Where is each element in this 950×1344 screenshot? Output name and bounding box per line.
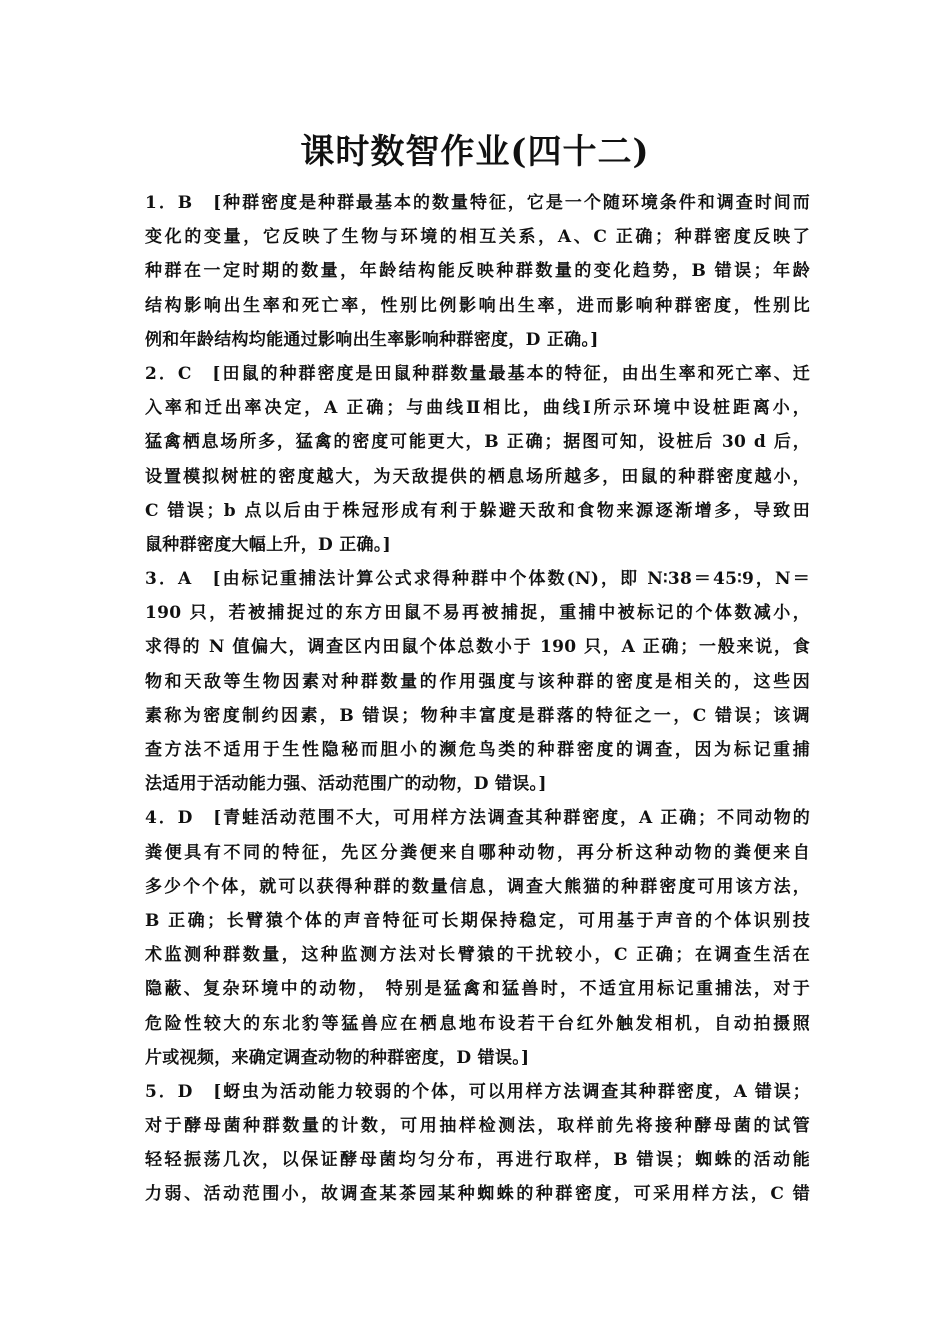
answer-paragraph [145, 562, 810, 801]
text-line: 设置模拟树桩的密度越大，为天敌提供的栖息场所越多，田鼠的种群密度越小， [145, 466, 810, 487]
text-line: 2．C [田鼠的种群密度是田鼠种群数量最基本的特征，由出生率和死亡率、迁 [145, 363, 810, 384]
page-title: 课时数智作业(四十二) [300, 132, 650, 172]
text-line: 对于酵母菌种群数量的计数，可用抽样检测法，取样前先将接种酵母菌的试管 [145, 1116, 810, 1137]
text-line: B 正确；长臂猿个体的声音特征可长期保持稳定，可用基于声音的个体识别技 [145, 910, 810, 931]
answer-list [145, 186, 810, 1212]
text-line: 求得的 N 值偏大，调查区内田鼠个体总数小于 190 只，A 正确；一般来说，食 [145, 637, 810, 658]
text-line: 片或视频，来确定调查动物的种群密度，D 错误。] [145, 1047, 530, 1068]
text-line: 多少个个体，就可以获得种群的数量信息，调查大熊猫的种群密度可用该方法， [145, 876, 810, 897]
text-line: 力弱、活动范围小，故调查某茶园某种蜘蛛的种群密度，可采用样方法，C 错 [145, 1184, 810, 1205]
text-line: 5．D [蚜虫为活动能力较弱的个体，可以用样方法调查其种群密度，A 错误； [145, 1081, 810, 1102]
text-line: 猛禽栖息场所多，猛禽的密度可能更大，B 正确；据图可知，设桩后 30 d 后， [145, 432, 810, 453]
text-line: 素称为密度制约因素，B 错误；物种丰富度是群落的特征之一，C 错误；该调 [145, 705, 810, 726]
text-line: 变化的变量，它反映了生物与环境的相互关系，A、C 正确；种群密度反映了 [145, 227, 810, 248]
text-line: 4．D [青蛙活动范围不大，可用样方法调查其种群密度，A 正确；不同动物的 [145, 808, 810, 829]
text-line: 法适用于活动能力强、活动范围广的动物，D 错误。] [145, 774, 547, 795]
text-line: 结构影响出生率和死亡率，性别比例影响出生率，进而影响种群密度，性别比 [145, 295, 810, 316]
text-line: 隐蔽、复杂环境中的动物， 特别是猛禽和猛兽时，不适宜用标记重捕法，对于 [145, 979, 810, 1000]
text-line: 3．A [由标记重捕法计算公式求得种群中个体数(N)，即 N∶38＝45∶9，N＝ [145, 569, 810, 590]
text-line: 190 只，若被捕捉过的东方田鼠不易再被捕捉，重捕中被标记的个体数减小， [145, 603, 810, 624]
text-line: 术监测种群数量，这种监测方法对长臂猿的干扰较小，C 正确；在调查生活在 [145, 945, 810, 966]
text-line: 轻轻振荡几次，以保证酵母菌均匀分布，再进行取样，B 错误；蜘蛛的活动能 [145, 1150, 810, 1171]
text-line: 查方法不适用于生性隐秘而胆小的濒危鸟类的种群密度的调查，因为标记重捕 [145, 740, 810, 760]
text-line: 物和天敌等生物因素对种群数量的作用强度与该种群的密度是相关的，这些因 [145, 671, 810, 692]
answer-paragraph [145, 1075, 810, 1212]
text-line: 1．B [种群密度是种群最基本的数量特征，它是一个随环境条件和调查时间而 [145, 193, 810, 213]
text-line: 入率和迁出率决定，A 正确；与曲线Ⅱ相比，曲线Ⅰ所示环境中设桩距离小， [145, 398, 810, 419]
answer-paragraph [145, 357, 810, 562]
answer-paragraph [145, 801, 810, 1075]
text-line: 种群在一定时期的数量，年龄结构能反映种群数量的变化趋势，B 错误；年龄 [145, 261, 810, 282]
text-line: 危险性较大的东北豹等猛兽应在栖息地布设若干台红外触发相机，自动拍摄照 [145, 1013, 810, 1034]
answer-paragraph [145, 186, 810, 357]
text-line: 例和年龄结构均能通过影响出生率影响种群密度，D 正确。] [145, 329, 599, 350]
text-line: C 错误；b 点以后由于株冠形成有利于躲避天敌和食物来源逐渐增多，导致田 [145, 500, 810, 521]
text-line: 粪便具有不同的特征，先区分粪便来自哪种动物，再分析这种动物的粪便来自 [145, 842, 810, 863]
text-line: 鼠种群密度大幅上升，D 正确。] [145, 534, 392, 555]
